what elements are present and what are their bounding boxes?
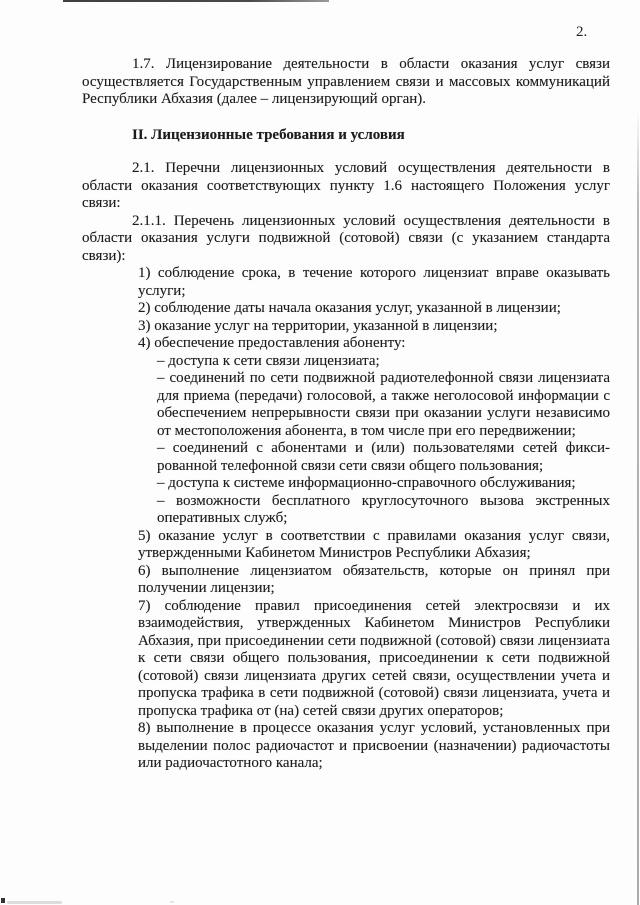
list-item-7: 7) соблюдение правил присоединения сетей электросвязи и их взаимодействия, утвержденных Кабинетом Министров Республики Абхазия, при присоединении сети подвижной (сотовой) связи лицензиата к сети связи общего пользования, присоединении к сети подвижной (сотовой) связи лицензиата других сетей связи, осуществлении учета и пропуска трафика в сети подвижной (сотовой) связи лицензиата, учета и пропуска трафика от (на) сетей связи других операторов; [138,597,610,719]
scan-artifact-corner-speck [1,898,5,903]
scan-artifact-right-edge-line [637,110,639,905]
sub-item-4-2: – соединений по сети подвижной радиотелефонной связи лицензиата для приема (передачи) голосовой, а также неголосовой информации с обеспечением непрерывности связи при оказании услуги независимо от местоположения абонента, в том числе при его передвижении; [157,370,610,439]
scan-artifact-bottom-smudge [7,901,62,904]
sub-item-4-5: – возможности бесплатного круглосуточного вызова экстренных оперативных служб; [157,492,610,526]
paragraph-1-7: 1.7. Лицензирование деятельности в области оказания услуг связи осуществляется Государственным управлением связи и массовых коммуникаций Республики Абхазия (далее – лицензирующий орган). [82,56,610,107]
list-item-3: 3) оказание услуг на территории, указанной в лицензии; [138,317,498,334]
scan-artifact-top-line [63,0,329,2]
list-item-2: 2) соблюдение даты начала оказания услуг, указанной в лицензии; [138,300,561,316]
text-column [82,56,610,773]
list-item-4: 4) обеспечение предоставления абоненту: [138,335,406,351]
list-item-5: 5) оказание услуг в соответствии с правилами оказания услуг связи, утвержденными Кабинетом Министров Республики Абхазия; [138,527,610,561]
paragraph-2-1-1: 2.1.1. Перечень лицензионных условий осуществления деятельности в области оказания услуги подвижной (сотовой) связи (с указанием стандарта связи): [82,212,610,264]
scan-artifact-bottom-dot [170,901,174,903]
sub-item-4-1: – доступа к сети связи лицензиата; [157,352,380,369]
license-conditions-list [82,265,610,773]
paragraph-2-1: 2.1. Перечни лицензионных условий осуществления деятельности в области оказания соответствующих пункту 1.6 настоящего Положения услуг связи: [82,160,610,211]
section-heading-ii: II. Лицензионные требования и условия [132,126,405,143]
sub-item-4-4: – доступа к системе информационно-справочного обслуживания; [157,475,576,491]
list-item-6: 6) выполнение лицензиатом обязательств, которые он принял при получении лицензии; [138,562,610,596]
page-number: 2. [576,24,588,40]
list-item-1: 1) соблюдение срока, в течение которого лицензиат вправе оказывать услуги; [138,265,610,299]
sub-item-4-3: – соединений с абонентами и (или) пользователями сетей фиксированной телефонной связи сети связи общего пользования; [157,440,610,474]
list-item-8: 8) выполнение в процессе оказания услуг условий, установленных при выделении полос радиочастот и присвоении (назначении) радиочастоты или радиочастотного канала; [138,720,610,771]
